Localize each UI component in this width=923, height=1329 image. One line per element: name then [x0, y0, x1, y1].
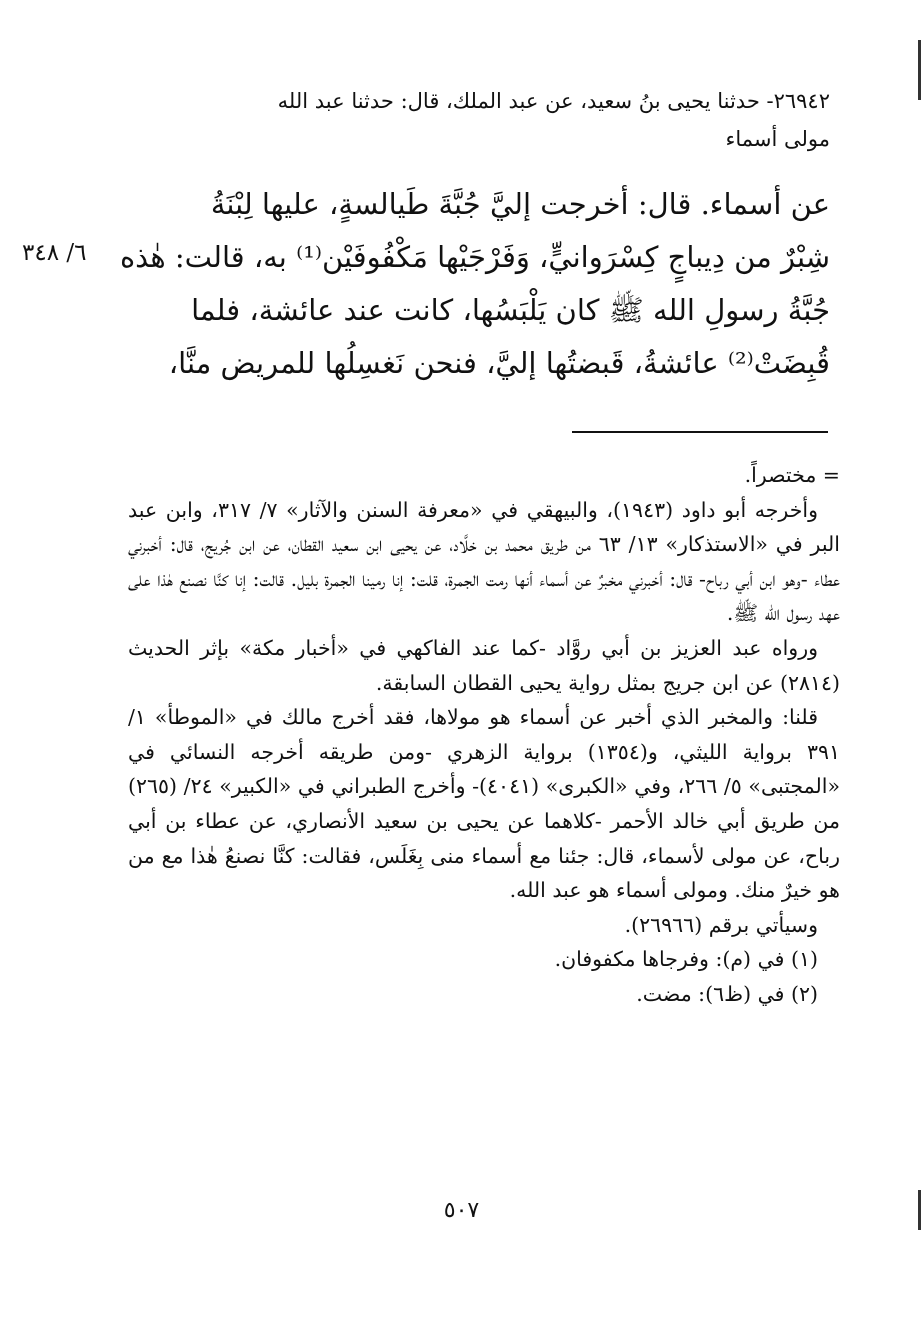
scan-edge-mark — [918, 1190, 921, 1230]
scan-edge-mark — [918, 40, 921, 100]
footnote-continuation: = مختصراً. — [744, 463, 840, 487]
footnotes — [128, 458, 840, 1012]
chain-line: ٢٦٩٤٢- حدثنا يحيى بنُ سعيد، عن عبد الملك، قال: حدثنا عبد الله — [277, 89, 830, 113]
page-number: ٥٠٧ — [443, 1198, 480, 1223]
matn-line: جُبَّةُ رسولِ الله ﷺ كان يَلْبَسُها، كانت عند عائشة، فلما — [191, 293, 830, 327]
footnote-paragraph: قلنا: والمخبر الذي أخبر عن أسماء هو مولاها، فقد أخرج مالك في «الموطأ» ١/ ٣٩١ برواية الليثي، و(١٣٥٤) برواية الزهري -ومن طريقه أخرجه النسائي في «المجتبى» ٥/ ٢٦٦، وفي «الكبرى» (٤٠٤١)- وأخرج الطبراني في «الكبير» ٢٤/ (٢٦٥) من طريق أبي خالد الأحمر -كلاهما عن يحيى بن سعيد الأنصاري، عن عطاء بن أبي رباح، عن مولى لأسماء، قال: جئنا مع أسماء منى بِغَلَس، فقالت: كنَّا نصنعُ هٰذا مع من هو خيرٌ منك. ومولى أسماء هو عبد الله. — [128, 705, 840, 903]
hadith-text — [110, 178, 830, 390]
footnote-2: (٢) في (ظ٦): مضت. — [636, 981, 818, 1006]
footnote-separator — [572, 431, 828, 433]
footnote-paragraph: ورواه عبد العزيز بن أبي روَّاد -كما عند الفاكهي في «أخبار مكة» بإثر الحديث (٢٨١٤) عن ابن جريج بمثل رواية يحيى القطان السابقة. — [128, 635, 840, 695]
footnote-paragraph: وأخرجه أبو داود (١٩٤٣)، والبيهقي في «معرفة السنن والآثار» ٧/ ٣١٧، وابن عبد البر في «الاستذكار» ١٣/ ٦٣ من طريق محمد بن خلَّاد، عن يحيى ابن سعيد القطان، عن ابن جُريج، قال: أخبرني عطاء -وهو ابن أبي رباح- قال: أخبرني مخبرٌ عن أسماء أنها رمت الجمرة، قلت: إنا رمينا الجمرة بليل. قالت: إنا كنَّا نصنع هٰذا على عهد رسول الله ﷺ. — [128, 497, 840, 626]
margin-volume-page-reference: ٦/ ٣٤٨ — [22, 240, 87, 266]
footnote-paragraph: وسيأتي برقم (٢٦٩٦٦). — [624, 912, 818, 937]
footnote-1: (١) في (م): وفرجاها مكفوفان. — [554, 947, 818, 972]
matn-line: قُبِضَتْ⁽²⁾ عائشةُ، قَبضتُها إليَّ، فنحن نَغسِلُها للمريض منَّا، — [168, 346, 830, 380]
chain-line: مولى أسماء — [725, 127, 830, 151]
matn-line: شِبْرٌ من دِيباجٍ كِسْرَوانيٍّ، وَفَرْجَيْها مَكْفُوفَيْن⁽¹⁾ به، قالت: هٰذه — [119, 240, 830, 274]
matn-line: عن أسماء. قال: أخرجت إليَّ جُبَّةَ طَيالسةٍ، عليها لِبْنَةُ — [210, 187, 830, 221]
hadith-chain — [130, 82, 830, 158]
